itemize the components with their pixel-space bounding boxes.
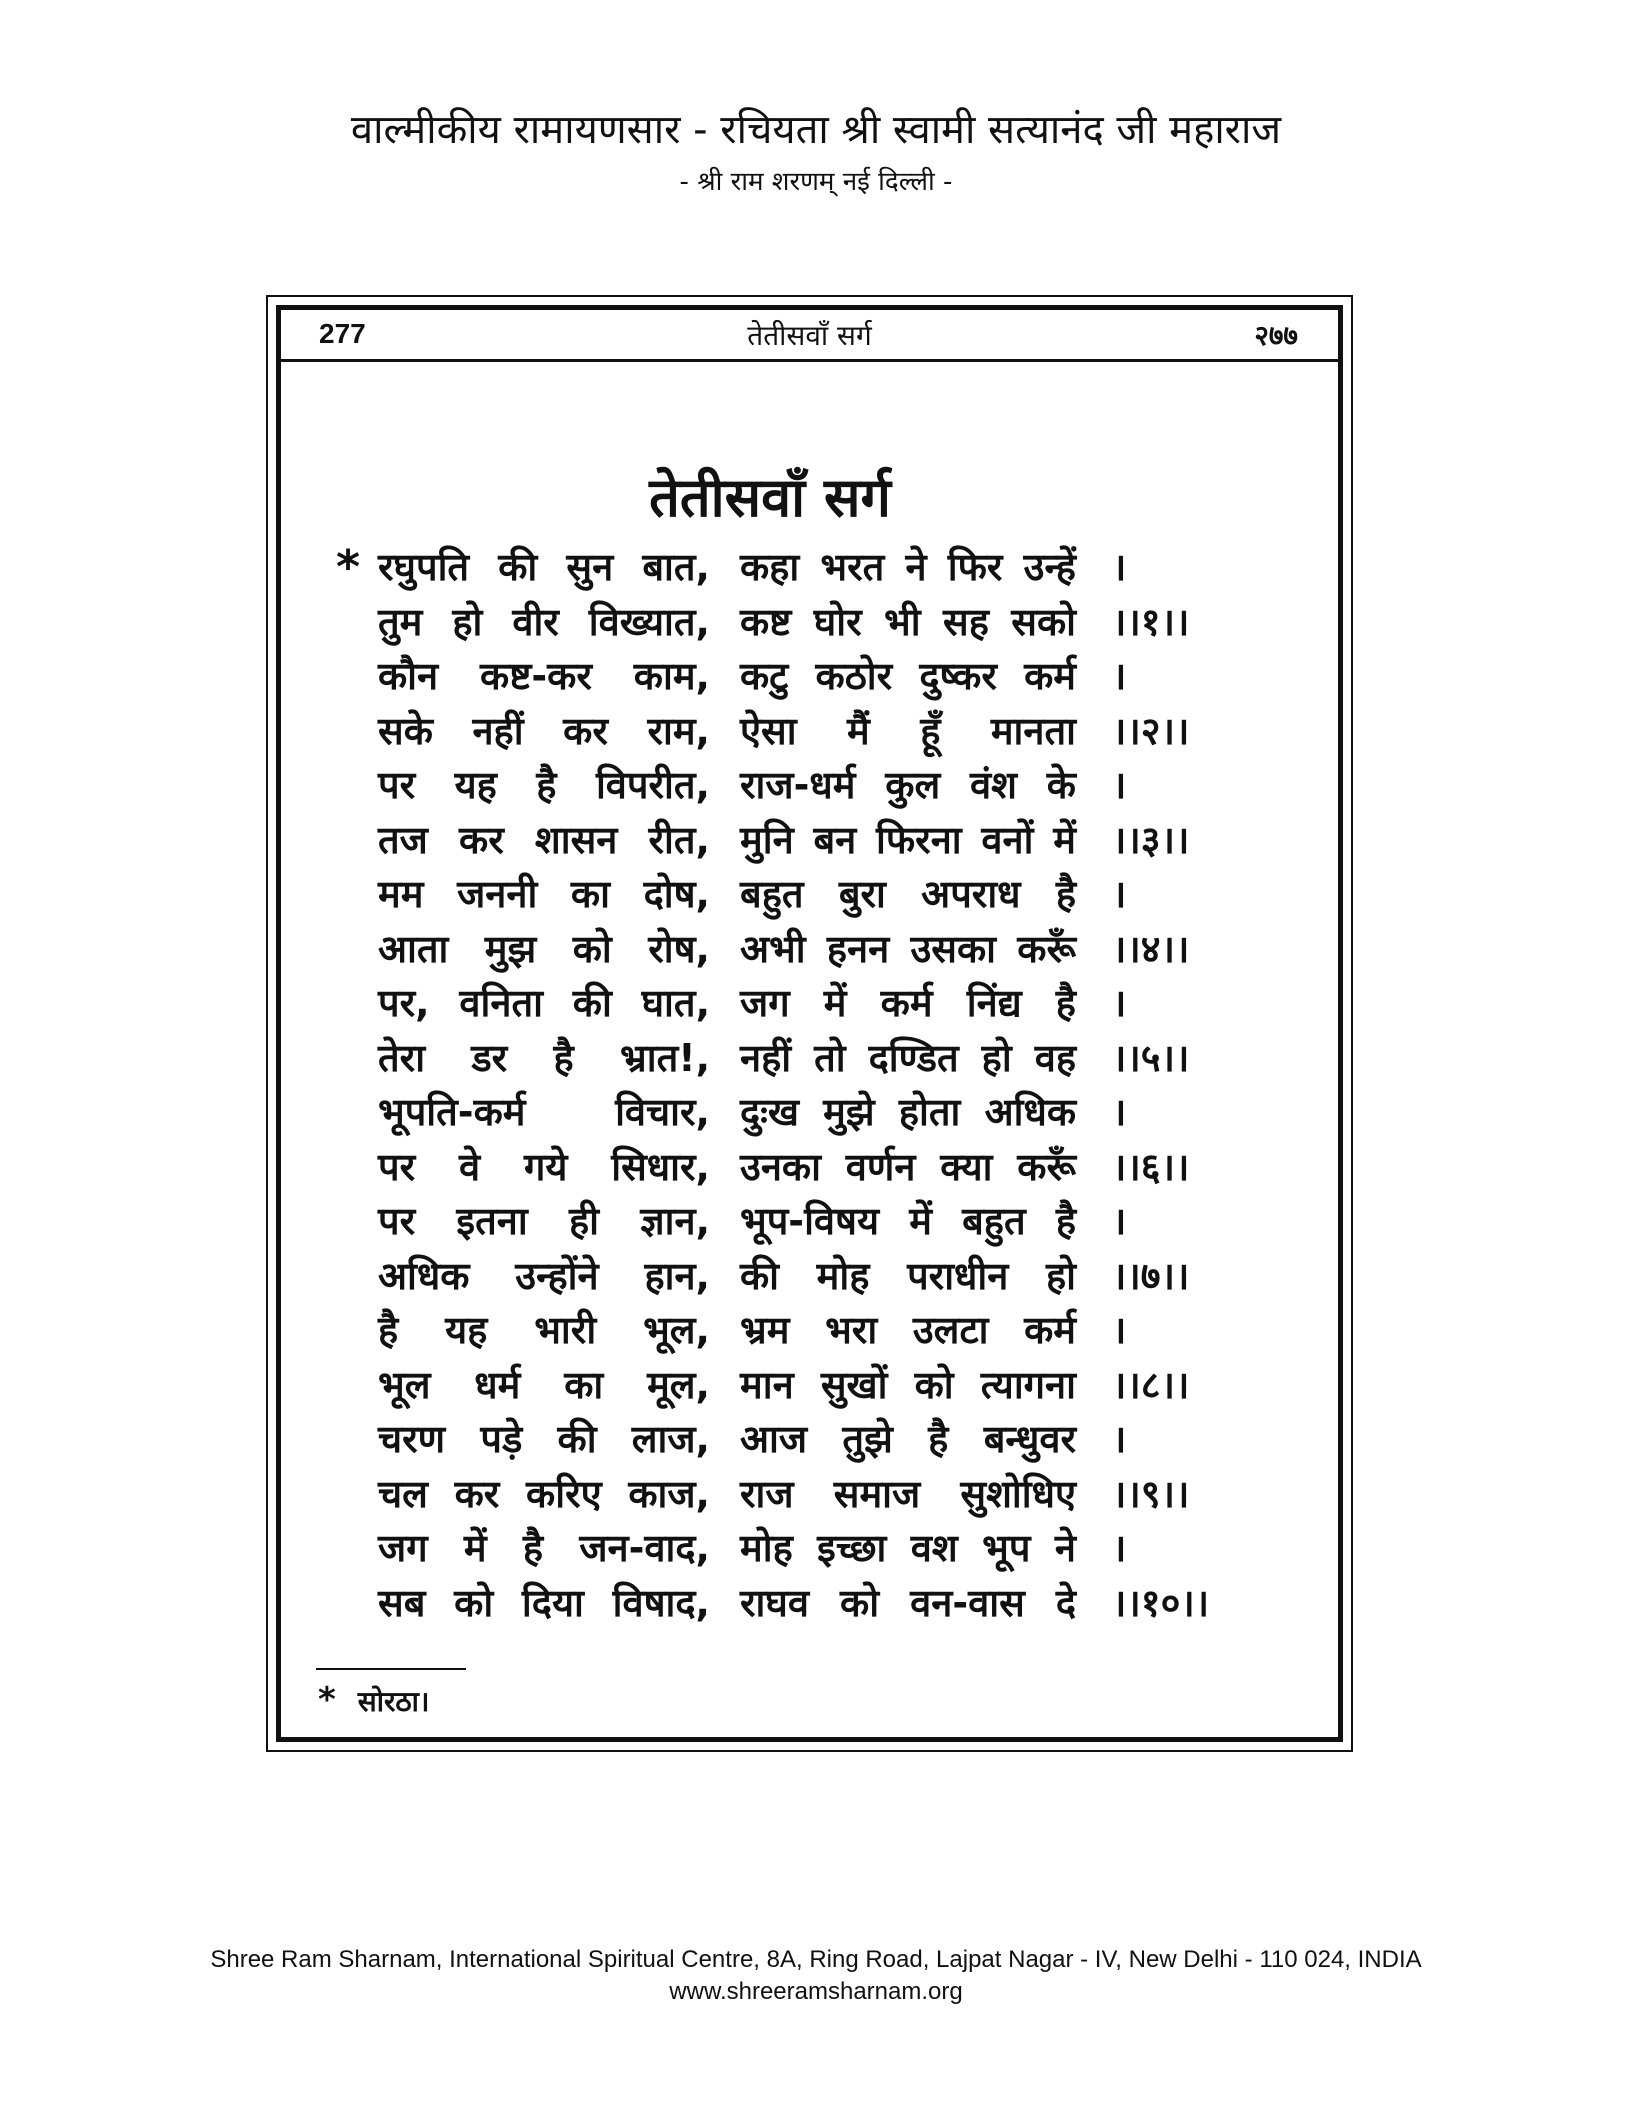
verse-number: ।।४।। (1112, 926, 1190, 971)
verse-first-half: तेरा डर है भ्रात!, (378, 1035, 710, 1080)
verse-number: ।।१०।। (1112, 1580, 1210, 1625)
verse-second-half: कहा भरत ने फिर उन्हें (740, 545, 1076, 589)
running-head-title: तेतीसवाँ सर्ग (747, 319, 872, 352)
verse-line (0, 1140, 1632, 1194)
verse-second-half: ऐसा मैं हूँ मानता (740, 708, 1076, 753)
verse-first-half: तुम हो वीर विख्यात, (378, 599, 710, 644)
book-header-title: वाल्मीकीय रामायणसार - रचियता श्री स्वामी सत्यानंद जी महाराज (350, 107, 1282, 153)
verse-first-half: चरण पड़े की लाज, (378, 1417, 710, 1461)
verse-number: । (1112, 1308, 1127, 1352)
footnote-rule (316, 1668, 466, 1670)
verse-first-half: जग में है जन-वाद, (378, 1526, 710, 1570)
verse-first-half: पर, वनिता की घात, (378, 981, 710, 1025)
verse-number: । (1112, 1526, 1127, 1570)
verse-first-half: रघुपति की सुन बात, (378, 545, 710, 589)
verse-second-half: नहीं तो दण्डित हो वह (740, 1035, 1076, 1080)
running-head (281, 310, 1338, 362)
verse-second-half: राघव को वन-वास दे (740, 1580, 1076, 1625)
verse-number: । (1112, 1417, 1127, 1461)
verse-number: । (1112, 545, 1127, 589)
page-number: 277 (319, 318, 366, 349)
verse-second-half: मोह इच्छा वश भूप ने (740, 1526, 1076, 1570)
verse-line (0, 1358, 1632, 1412)
verse-number: ।।९।। (1112, 1471, 1190, 1516)
verse-first-half: कौन कष्ट-कर काम, (378, 654, 710, 698)
verse-first-half: पर वे गये सिधार, (378, 1144, 710, 1189)
verse-number: । (1112, 872, 1127, 916)
verse-first-half: चल कर करिए काज, (378, 1471, 710, 1516)
verse-line (0, 1194, 1632, 1248)
verse-second-half: दुःख मुझे होता अधिक (740, 1090, 1076, 1134)
verse-first-half: तज कर शासन रीत, (378, 817, 710, 862)
verse-first-half: है यह भारी भूल, (378, 1308, 710, 1352)
verse-number: ।।२।। (1112, 708, 1190, 753)
verse-second-half: भ्रम भरा उलटा कर्म (740, 1308, 1076, 1352)
verse-line (0, 1412, 1632, 1466)
verse-second-half: मान सुखों को त्यागना (740, 1362, 1076, 1407)
verse-line (0, 922, 1632, 976)
verse-first-half: आता मुझ को रोष, (378, 926, 710, 971)
verse-number: । (1112, 763, 1127, 807)
chapter-title: तेतीसवाँ सर्ग (649, 466, 891, 529)
verse-number: ।।८।। (1112, 1362, 1190, 1407)
asterisk-icon: * (318, 1680, 336, 1720)
verse-line (0, 1303, 1632, 1357)
verse-line (0, 1085, 1632, 1139)
verse-first-half: सब को दिया विषाद, (378, 1580, 710, 1625)
verse-second-half: भूप-विषय में बहुत है (740, 1199, 1076, 1243)
verse-number: । (1112, 1199, 1127, 1243)
verse-second-half: मुनि बन फिरना वनों में (740, 817, 1076, 862)
verse-second-half: राज-धर्म कुल वंश के (740, 763, 1076, 807)
verse-number: । (1112, 1090, 1127, 1134)
verse-line (0, 1576, 1632, 1630)
footnote-text: सोरठा। (357, 1685, 430, 1718)
page-number-devanagari: २७७ (1254, 319, 1298, 352)
verse-second-half: की मोह पराधीन हो (740, 1253, 1076, 1298)
verse-second-half: उनका वर्णन क्या करूँ (740, 1144, 1076, 1189)
verse-number: ।।३।। (1112, 817, 1190, 862)
verse-first-half: सके नहीं कर राम, (378, 708, 710, 753)
verse-line (0, 1521, 1632, 1575)
verse-line (0, 649, 1632, 703)
verse-line (0, 595, 1632, 649)
verse-number: ।।६।। (1112, 1144, 1190, 1189)
verse-number: । (1112, 981, 1127, 1025)
verse-line (0, 1467, 1632, 1521)
verse-line (0, 813, 1632, 867)
footer-website[interactable]: www.shreeramsharnam.org (669, 1978, 963, 2005)
verse-first-half: पर यह है विपरीत, (378, 763, 710, 807)
verse-second-half: आज तुझे है बन्धुवर (740, 1417, 1076, 1461)
verse-line (0, 1031, 1632, 1085)
asterisk-icon: * (336, 540, 361, 594)
verse-first-half: भूपति-कर्म विचार, (378, 1090, 710, 1134)
verse-second-half: कटु कठोर दुष्कर कर्म (740, 654, 1076, 698)
verse-line (0, 758, 1632, 812)
verse-second-half: अभी हनन उसका करूँ (740, 926, 1076, 971)
verse-second-half: राज समाज सुशोधिए (740, 1471, 1076, 1516)
verse-line (0, 976, 1632, 1030)
verse-first-half: मम जननी का दोष, (378, 872, 710, 916)
verse-second-half: जग में कर्म निंद्य है (740, 981, 1076, 1025)
verse-second-half: बहुत बुरा अपराध है (740, 872, 1076, 916)
verse-line (0, 540, 1632, 594)
footer-address: Shree Ram Sharnam, International Spiritual Centre, 8A, Ring Road, Lajpat Nagar - IV, New Delhi - 110 024, INDIA (210, 1946, 1422, 1973)
verse-first-half: पर इतना ही ज्ञान, (378, 1199, 710, 1243)
verse-line (0, 704, 1632, 758)
verse-first-half: भूल धर्म का मूल, (378, 1362, 710, 1407)
verse-line (0, 1249, 1632, 1303)
book-header-subtitle: - श्री राम शरणम् नई दिल्ली - (679, 167, 953, 197)
verse-number: । (1112, 654, 1127, 698)
verse-line (0, 867, 1632, 921)
verse-second-half: कष्ट घोर भी सह सको (740, 599, 1076, 644)
verse-number: ।।५।। (1112, 1035, 1190, 1080)
verse-first-half: अधिक उन्होंने हान, (378, 1253, 710, 1298)
verse-number: ।।१।। (1112, 599, 1190, 644)
footnote (318, 1680, 430, 1720)
verse-number: ।।७।। (1112, 1253, 1190, 1298)
